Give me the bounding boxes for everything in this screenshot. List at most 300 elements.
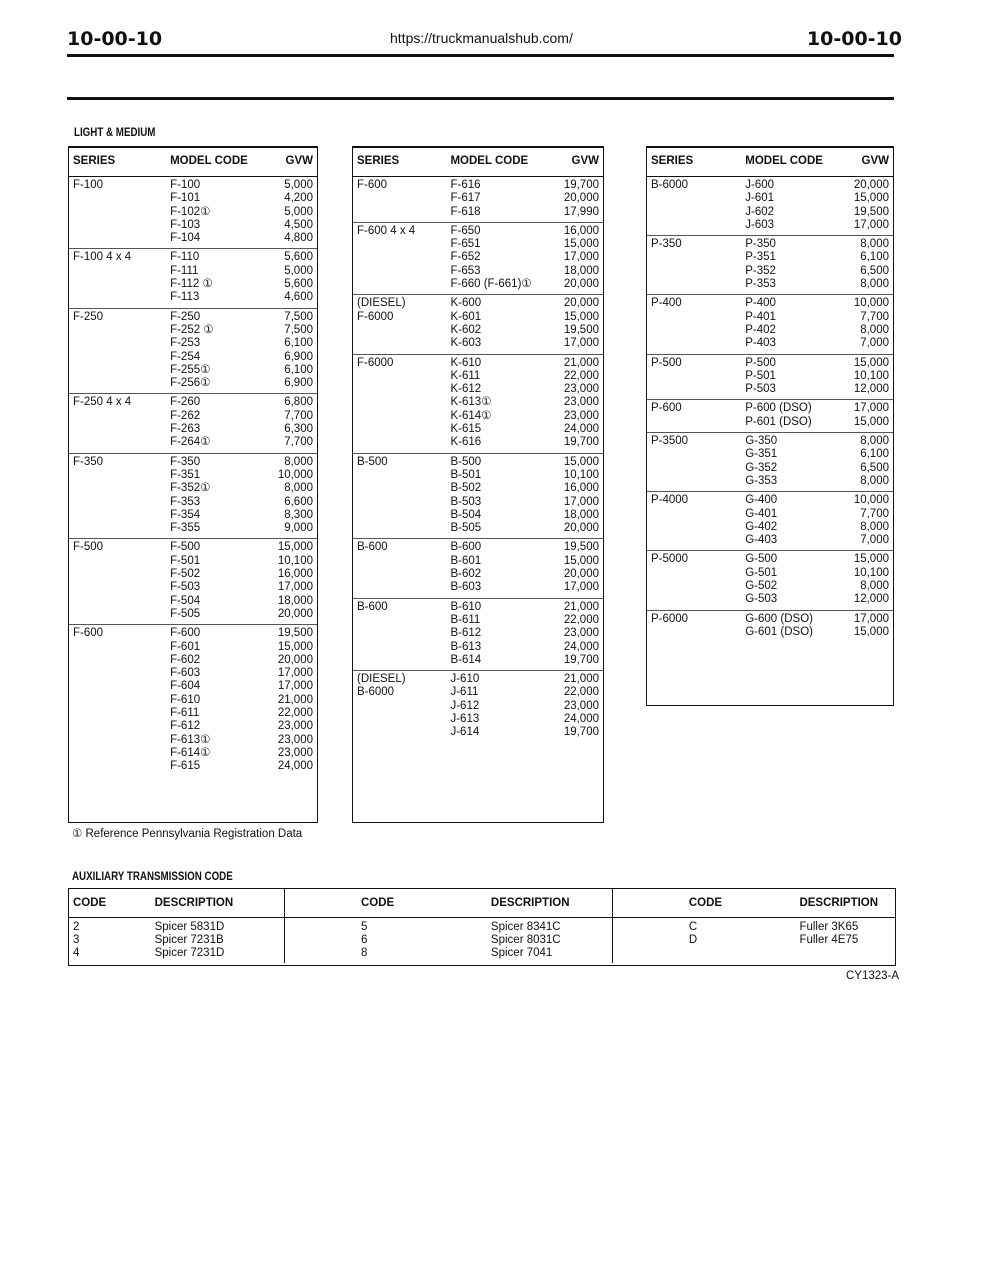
model-code: J-602: [745, 205, 775, 218]
model-code: F-264①: [170, 436, 211, 449]
model-code: K-603: [450, 337, 482, 350]
gvw-cell: [556, 222, 603, 294]
model-code: F-503: [170, 581, 201, 594]
model-code: B-500: [450, 455, 482, 468]
model-code: P-601 (DSO): [745, 415, 812, 428]
gvw-value: 19,700: [563, 436, 599, 449]
gvw-value: 6,300: [284, 423, 313, 436]
gvw-value: 20,000: [853, 179, 889, 191]
model-code: G-400: [745, 494, 778, 507]
model-code: F-613①: [170, 733, 211, 746]
model-code-cell: [741, 400, 849, 433]
gvw-value: 23,000: [277, 720, 313, 733]
aux-description: Spicer 8341C: [490, 921, 561, 933]
gvw-value: 8,000: [860, 435, 889, 448]
aux-code-cell: [284, 918, 486, 964]
model-code: G-503: [745, 593, 778, 606]
gvw-value: 23,000: [563, 699, 599, 712]
model-code: F-262: [170, 409, 201, 422]
gvw-cell: [556, 453, 603, 539]
model-code-cell: [166, 625, 271, 777]
gvw-value: 20,000: [563, 522, 599, 535]
model-code: K-610: [450, 356, 482, 369]
table-row: [647, 433, 893, 492]
model-code: F-103: [170, 218, 201, 231]
aux-description: Spicer 7041: [490, 947, 553, 959]
model-code: K-612: [450, 383, 482, 396]
model-code: B-603: [450, 581, 482, 594]
table-row: [69, 177, 317, 249]
model-code: F-260: [170, 396, 201, 409]
model-code: F-610: [170, 693, 201, 706]
section-aux: AUXILIARY TRANSMISSION CODE: [72, 871, 233, 883]
aux-code: 4: [73, 947, 80, 959]
gvw-value: 8,000: [860, 474, 889, 487]
model-code: G-500: [745, 553, 778, 566]
aux-code: C: [688, 921, 698, 933]
model-code: G-402: [745, 520, 778, 533]
model-code: F-255①: [170, 363, 211, 376]
model-code: F-650: [450, 224, 481, 237]
gvw-cell: [849, 295, 893, 354]
page-url-text: https://truckmanualshub.com/: [390, 30, 573, 46]
gvw-value: 6,800: [284, 396, 313, 409]
gvw-value: 8,300: [284, 508, 313, 521]
model-code: P-402: [745, 323, 776, 336]
model-code: F-352①: [170, 482, 211, 495]
aux-code: 8: [360, 947, 368, 959]
model-code-cell: [741, 433, 849, 492]
model-code-cell: [166, 249, 271, 308]
gvw-cell: [272, 394, 317, 453]
page-number-left: 10-00-10: [67, 28, 163, 50]
gvw-value: 15,000: [277, 541, 313, 554]
table-row: [353, 671, 603, 743]
model-code: P-501: [745, 369, 776, 382]
model-code: J-612: [450, 699, 480, 712]
aux-row: [69, 918, 895, 964]
table-row: [353, 295, 603, 354]
series-cell: P-350: [647, 236, 741, 295]
model-code: G-403: [745, 534, 778, 547]
aux-desc-cell: [795, 918, 895, 964]
series-cell: F-6000: [353, 354, 446, 453]
gvw-value: 6,100: [284, 337, 313, 350]
gvw-value: 15,000: [563, 238, 599, 251]
model-code: K-615: [450, 423, 482, 436]
gvw-cell: [849, 236, 893, 295]
gvw-value: 6,900: [284, 377, 313, 390]
gvw-cell: [849, 177, 893, 236]
model-code: F-653: [450, 264, 481, 277]
table-row: [69, 453, 317, 539]
gvw-value: 23,000: [277, 746, 313, 759]
gvw-value: 10,000: [853, 297, 889, 310]
section-rule: [67, 97, 894, 100]
model-code: K-601: [450, 310, 482, 323]
model-code: F-618: [450, 205, 481, 218]
gvw-cell: [272, 177, 317, 249]
model-code-cell: [446, 295, 556, 354]
column-header: GVW: [849, 148, 893, 177]
series-cell: F-600: [69, 625, 166, 777]
aux-description: Spicer 7231B: [154, 934, 224, 946]
gvw-value: 22,000: [563, 369, 599, 382]
series-cell: P-6000: [647, 610, 741, 642]
model-code: F-501: [170, 554, 201, 567]
gvw-value: 7,700: [860, 507, 889, 520]
column-header: SERIES: [69, 148, 166, 177]
model-code-cell: [166, 453, 271, 539]
gvw-value: 17,000: [563, 581, 599, 594]
table1-grid: [69, 147, 317, 776]
model-code: F-253: [170, 337, 201, 350]
gvw-cell: [556, 671, 603, 743]
table-row: [647, 610, 893, 642]
model-code: K-600: [450, 297, 482, 310]
model-code-cell: [446, 598, 556, 670]
gvw-cell: [556, 598, 603, 670]
gvw-value: 12,000: [853, 383, 889, 396]
series-cell: P-4000: [647, 492, 741, 551]
gvw-value: 20,000: [563, 568, 599, 581]
gvw-value: 4,600: [284, 291, 313, 304]
gvw-value: 24,000: [277, 760, 313, 773]
model-code: B-611: [450, 613, 481, 626]
gvw-value: 5,000: [284, 264, 313, 277]
gvw-value: 19,500: [563, 323, 599, 336]
model-code: F-504: [170, 594, 201, 607]
gvw-value: 24,000: [563, 712, 599, 725]
model-code: K-616: [450, 436, 482, 449]
gvw-value: 5,000: [284, 205, 313, 218]
table-row: [647, 236, 893, 295]
gvw-value: 15,000: [563, 554, 599, 567]
model-code: P-500: [745, 356, 776, 369]
gvw-value: 24,000: [563, 423, 599, 436]
model-code: F-250: [170, 310, 201, 323]
page-url: [390, 30, 573, 46]
model-code: J-613: [450, 712, 480, 725]
gvw-value: 6,100: [860, 251, 889, 264]
model-code: F-350: [170, 455, 201, 468]
model-code: F-617: [450, 192, 481, 205]
header-rule: [67, 54, 894, 57]
model-code-cell: [741, 236, 849, 295]
gvw-value: 19,700: [563, 726, 599, 739]
gvw-value: 8,000: [284, 455, 313, 468]
series-cell: F-250 4 x 4: [69, 394, 166, 453]
aux-description: Spicer 8031C: [490, 934, 561, 946]
aux-code: 2: [73, 921, 80, 933]
series-cell: P-3500: [647, 433, 741, 492]
gvw-value: 15,000: [563, 455, 599, 468]
model-code: G-350: [745, 435, 778, 448]
gvw-value: 7,000: [860, 534, 889, 547]
model-code: J-603: [745, 218, 775, 231]
gvw-cell: [272, 453, 317, 539]
series-cell: P-400: [647, 295, 741, 354]
gvw-value: 23,000: [563, 383, 599, 396]
gvw-value: 7,700: [284, 409, 313, 422]
column-header: SERIES: [647, 148, 741, 177]
gvw-value: 19,500: [853, 205, 889, 218]
model-code-cell: [446, 222, 556, 294]
model-code: K-614①: [450, 409, 492, 422]
model-code: J-610: [450, 673, 480, 686]
model-code: B-601: [450, 554, 482, 567]
gvw-value: 8,000: [284, 482, 313, 495]
gvw-value: 18,000: [277, 594, 313, 607]
model-code: G-353: [745, 474, 778, 487]
model-code: F-263: [170, 423, 201, 436]
gvw-value: 8,000: [860, 323, 889, 336]
model-code: F-353: [170, 495, 201, 508]
model-code: F-652: [450, 251, 481, 264]
gvw-cell: [849, 354, 893, 400]
model-code: F-113: [170, 291, 200, 304]
model-code: F-612: [170, 720, 201, 733]
aux-code: 3: [73, 934, 80, 946]
gvw-value: 15,000: [853, 553, 889, 566]
gvw-value: 15,000: [563, 310, 599, 323]
aux-grid: [69, 889, 895, 963]
series-cell: F-600: [353, 177, 446, 223]
model-code: P-353: [745, 278, 776, 291]
gvw-cell: [849, 610, 893, 642]
model-code: F-354: [170, 508, 201, 521]
series-cell: P-5000: [647, 551, 741, 610]
model-code: F-112 ①: [170, 278, 213, 291]
model-code: F-611: [170, 706, 200, 719]
aux-column-header: DESCRIPTION: [151, 889, 285, 918]
model-code: F-102①: [170, 205, 211, 218]
model-code-cell: [166, 394, 271, 453]
model-code: F-355: [170, 522, 201, 535]
model-code: F-603: [170, 667, 201, 680]
gvw-value: 18,000: [563, 264, 599, 277]
aux-desc-cell: [487, 918, 612, 964]
model-code-cell: [741, 295, 849, 354]
table-row: [647, 177, 893, 236]
aux-code: 5: [360, 921, 368, 933]
model-code: F-614①: [170, 746, 211, 759]
gvw-value: 5,600: [284, 278, 313, 291]
gvw-value: 10,100: [853, 566, 889, 579]
model-code-cell: [741, 354, 849, 400]
table-row: [353, 453, 603, 539]
model-code: F-500: [170, 541, 201, 554]
gvw-value: 4,500: [284, 218, 313, 231]
column-header: SERIES: [353, 148, 446, 177]
table-row: [69, 625, 317, 777]
gvw-cell: [272, 308, 317, 394]
series-cell: P-500: [647, 354, 741, 400]
column-header: MODEL CODE: [446, 148, 556, 177]
aux-code: 6: [360, 934, 368, 946]
model-code: G-351: [745, 448, 778, 461]
series-cell: F-100: [69, 177, 166, 249]
gvw-value: 8,000: [860, 520, 889, 533]
gvw-value: 22,000: [563, 686, 599, 699]
gvw-value: 21,000: [277, 693, 313, 706]
model-code: F-101: [170, 192, 201, 205]
page-number-right: 10-00-10: [806, 28, 902, 50]
gvw-value: 17,000: [563, 495, 599, 508]
series-cell: (DIESEL) B-6000: [353, 671, 446, 743]
gvw-value: 4,200: [284, 192, 313, 205]
table-row: [69, 539, 317, 625]
gvw-value: 16,000: [563, 224, 599, 237]
table-row: [647, 551, 893, 610]
model-code: P-403: [745, 337, 776, 350]
model-code-cell: [446, 354, 556, 453]
aux-description: Fuller 3K65: [799, 921, 859, 933]
aux-code: D: [688, 934, 698, 946]
gvw-value: 7,500: [284, 310, 313, 323]
series-cell: F-250: [69, 308, 166, 394]
aux-desc-cell: [151, 918, 285, 964]
table-row: [353, 539, 603, 598]
model-code: K-602: [450, 323, 482, 336]
series-cell: B-500: [353, 453, 446, 539]
gvw-cell: [556, 354, 603, 453]
table-row: [353, 177, 603, 223]
gvw-value: 22,000: [277, 706, 313, 719]
gvw-value: 15,000: [277, 640, 313, 653]
gvw-value: 19,500: [277, 627, 313, 640]
model-code: F-660 (F-661)①: [450, 278, 532, 291]
aux-column-header: CODE: [69, 889, 151, 918]
gvw-cell: [556, 539, 603, 598]
gvw-value: 6,500: [860, 461, 889, 474]
gvw-value: 22,000: [563, 613, 599, 626]
table-row: [69, 249, 317, 308]
model-code: F-351: [170, 468, 201, 481]
model-code: P-600 (DSO): [745, 402, 812, 415]
model-code: G-352: [745, 461, 778, 474]
model-code: G-401: [745, 507, 778, 520]
model-code: P-503: [745, 383, 776, 396]
gvw-value: 7,700: [860, 310, 889, 323]
gvw-value: 17,000: [277, 667, 313, 680]
gvw-value: 17,000: [277, 581, 313, 594]
series-cell: B-6000: [647, 177, 741, 236]
gvw-value: 6,100: [284, 363, 313, 376]
table-row: [647, 354, 893, 400]
model-code: B-600: [450, 541, 482, 554]
gvw-value: 5,000: [284, 179, 313, 191]
gvw-value: 20,000: [563, 278, 599, 291]
gvw-value: 19,500: [563, 541, 599, 554]
gvw-value: 17,000: [853, 402, 889, 415]
gvw-cell: [272, 539, 317, 625]
gvw-value: 10,100: [563, 468, 599, 481]
gvw-value: 8,000: [860, 238, 889, 251]
gvw-cell: [849, 551, 893, 610]
gvw-value: 19,700: [563, 179, 599, 191]
gvw-value: 24,000: [563, 640, 599, 653]
series-cell: F-100 4 x 4: [69, 249, 166, 308]
gvw-value: 23,000: [563, 396, 599, 409]
model-code-cell: [166, 539, 271, 625]
model-code-cell: [741, 551, 849, 610]
model-code: P-400: [745, 297, 776, 310]
gvw-value: 21,000: [563, 356, 599, 369]
gvw-value: 10,100: [853, 369, 889, 382]
gvw-value: 20,000: [277, 653, 313, 666]
aux-code-cell: [612, 918, 795, 964]
model-code: B-505: [450, 522, 482, 535]
gvw-value: 7,500: [284, 323, 313, 336]
gvw-cell: [849, 492, 893, 551]
model-code: B-602: [450, 568, 482, 581]
gvw-value: 23,000: [563, 627, 599, 640]
gvw-value: 9,000: [284, 522, 313, 535]
table-row: [353, 222, 603, 294]
model-code: G-601 (DSO): [745, 625, 813, 638]
gvw-cell: [556, 295, 603, 354]
gvw-cell: [849, 400, 893, 433]
model-code: F-502: [170, 568, 201, 581]
aux-code-cell: [69, 918, 151, 964]
model-code: F-505: [170, 607, 201, 620]
series-cell: F-350: [69, 453, 166, 539]
gvw-value: 18,000: [563, 508, 599, 521]
gvw-value: 23,000: [563, 409, 599, 422]
model-code: J-601: [745, 192, 775, 205]
model-code: B-502: [450, 482, 482, 495]
gvw-value: 8,000: [860, 278, 889, 291]
aux-column-header: DESCRIPTION: [795, 889, 895, 918]
gvw-value: 21,000: [563, 600, 599, 613]
figure-id: CY1323-A: [846, 970, 900, 982]
model-code: F-601: [170, 640, 201, 653]
series-cell: F-600 4 x 4: [353, 222, 446, 294]
model-code: F-111: [170, 264, 199, 277]
table-row: [647, 295, 893, 354]
model-code: G-600 (DSO): [745, 612, 813, 625]
model-code-cell: [741, 492, 849, 551]
model-code-cell: [446, 453, 556, 539]
gvw-value: 10,000: [853, 494, 889, 507]
table-row: [69, 394, 317, 453]
model-code: F-651: [450, 238, 481, 251]
model-code: F-602: [170, 653, 201, 666]
model-code: F-604: [170, 680, 201, 693]
model-code: B-612: [450, 627, 482, 640]
model-code: J-600: [745, 179, 775, 191]
model-code-cell: [741, 610, 849, 642]
gvw-value: 20,000: [563, 297, 599, 310]
table-row: [647, 400, 893, 433]
gvw-value: 21,000: [563, 673, 599, 686]
gvw-value: 17,000: [853, 218, 889, 231]
gvw-value: 17,000: [563, 251, 599, 264]
gvw-value: 7,000: [860, 337, 889, 350]
table-row: [353, 354, 603, 453]
gvw-value: 6,900: [284, 350, 313, 363]
model-code: F-256①: [170, 377, 211, 390]
model-code: F-110: [170, 251, 200, 264]
gvw-cell: [272, 625, 317, 777]
model-code: B-614: [450, 653, 482, 666]
gvw-value: 12,000: [853, 593, 889, 606]
table3-grid: [647, 147, 893, 642]
table-row: [69, 308, 317, 394]
aux-description: Fuller 4E75: [799, 934, 859, 946]
model-code-cell: [166, 177, 271, 249]
